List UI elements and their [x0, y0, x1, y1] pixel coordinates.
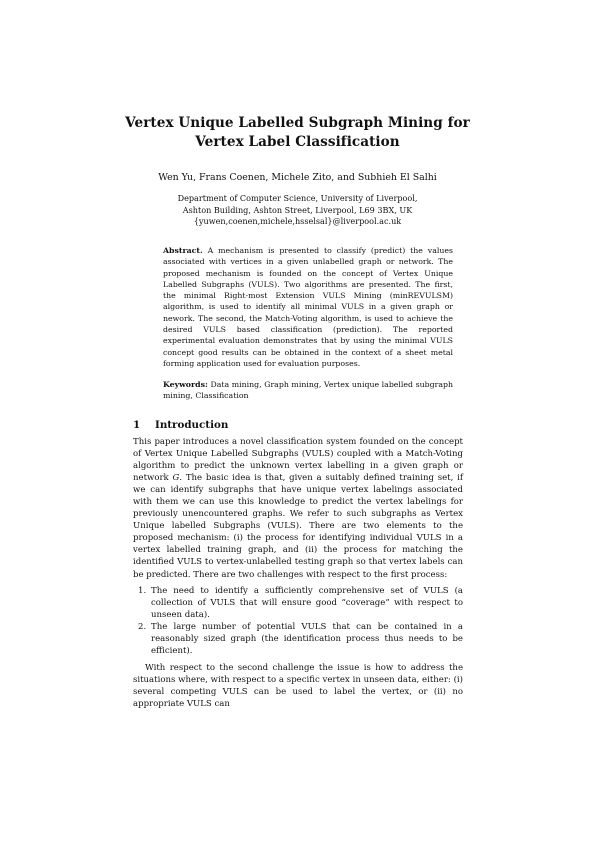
paragraph: This paper introduces a novel classification system founded on the concept of Vertex Unique Labelled Subgraphs (VULS) coupled with a Match-Voting algorithm to predict the unknown vertex labelling in a given graph or network G. The basic idea is that, given a suitably defined training set, if we can identify subgraphs that have unique vertex labelings associated with them we can use this knowledge to predict the vertex labelings for previously unencountered graphs. We refer to such subgraphs as Vertex Unique labelled Subgraphs (VULS). There are two elements to the proposed mechanism: (i) the process for identifying individual VULS in a vertex labelled training graph, and (ii) the process for matching the identified VULS to vertex-unlabelled testing graph so that vertex labels can be predicted. There are two challenges with respect to the first process: [133, 437, 463, 580]
challenge-list [133, 585, 463, 657]
section-number: 1 [133, 419, 141, 431]
title-line-2: Vertex Label Classification [195, 134, 400, 150]
abstract [163, 245, 453, 369]
list-item-text: The need to identify a sufficiently comprehensive set of VULS (a collection of VULS that will ensure good “coverage” with respect to unseen data). [151, 585, 463, 620]
affiliation-block [0, 193, 595, 228]
section-title: Introduction [155, 419, 229, 431]
list-item [133, 585, 463, 621]
paper-title [0, 114, 595, 152]
list-marker: 2. [138, 621, 147, 632]
introduction-body [133, 436, 463, 710]
list-item-text: The large number of potential VULS that can be contained in a reasonably sized graph (the identification process thus needs to be efficient). [151, 621, 463, 656]
abstract-text: A mechanism is presented to classify (predict) the values associated with vertices in a given unlabelled graph or network. The proposed mechanism is founded on the concept of Vertex Unique Labelled Subgraphs (VULS). Two algorithms are presented. The first, the minimal Right-most Extension VULS Mining (minREVULSM) algorithm, is used to identify all minimal VULS in a given graph or nework. The second, the Match-Voting algorithm, is used to achieve the desired VULS based classification (prediction). The reported experimental evaluation demonstrates that by using the minimal VULS concept good results can be obtained in the context of a sheet metal forming application used for evaluation purposes. [163, 246, 453, 368]
keywords-text: Data mining, Graph mining, Vertex unique labelled subgraph mining, Classification [163, 380, 454, 401]
abstract-label: Abstract. [163, 246, 203, 255]
author-list: Wen Yu, Frans Coenen, Michele Zito, and Subhieh El Salhi [158, 172, 437, 183]
affiliation-line: Ashton Building, Ashton Street, Liverpool, L69 3BX, UK [182, 204, 413, 215]
affiliation-line: Department of Computer Science, University of Liverpool, [177, 193, 418, 203]
keywords-label: Keywords: [163, 380, 208, 389]
keywords [163, 379, 453, 402]
paragraph: With respect to the second challenge the issue is how to address the situations where, with respect to a specific vertex in unseen data, either: (i) several competing VULS can be used to label the vertex, or (ii) no appropriate VULS can [133, 662, 463, 709]
section-heading [133, 418, 463, 432]
list-marker: 1. [138, 585, 147, 596]
list-item [133, 621, 463, 657]
title-line-1: Vertex Unique Labelled Subgraph Mining for [125, 115, 470, 131]
author-emails: {yuwen,coenen,michele,hsselsal}@liverpool.ac.uk [193, 216, 402, 226]
